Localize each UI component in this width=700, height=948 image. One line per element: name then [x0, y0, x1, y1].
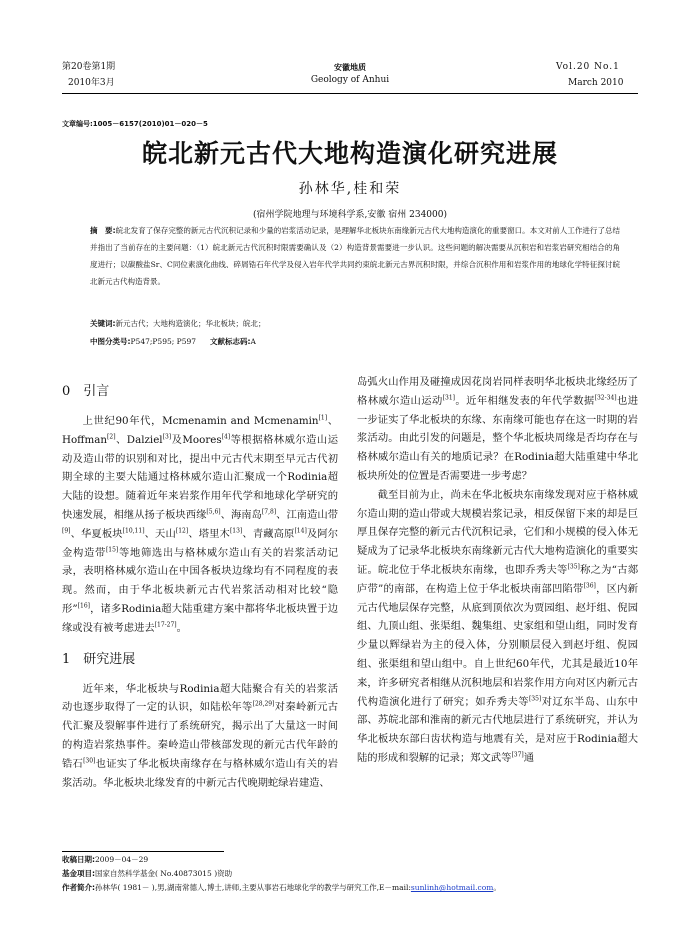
article-number: 文章编号:1005－6157(2010)01－020－5	[62, 120, 208, 128]
progress-paragraph-2: 截至目前为止，尚未在华北板块东南缘发现对应于格林威尔造山期的造山带或大规模岩浆记录，相反保留下来的却是巨厚且保存完整的新元古代沉积记录，它们和小规模的侵入体无疑成为了记录华北板块东南缘新元古代大地构造演化的重要实证。皖北位于华北板块东南缘，也即乔秀夫等[35]称之为“古郯庐带”的南部，在构造上位于华北板块南部凹陷带[36]，区内新元古代地层保存完整，从底到顶依次为贾园组、赵圩组、倪园组、九顶山组、张渠组、魏集组、史家组和望山组，同时发育少量以辉绿岩为主的侵入体，分别顺层侵入到赵圩组、倪园组、张渠组和望山组中。自上世纪60年代，尤其是最近10年来，许多研究者相继从沉积地层和岩浆作用方向对区内新元古代构造演化进行了研究；如乔秀夫等[35]对辽东半岛、山东中部、苏皖北部和淮南的新元古代地层进行了系统研究，并认为华北板块东部臼齿状构造与地震有关，是对应于Rodinia超大陆的形成和裂解的记录；郑文武等[37]通	[357, 488, 639, 764]
header-month: March 2010	[568, 78, 624, 88]
doc-code-value: A	[250, 337, 256, 346]
header-issue: 第20卷第1期	[62, 62, 116, 72]
citation-ref: [13]	[229, 527, 243, 535]
section-0-heading: 0 引言	[62, 384, 110, 399]
footnote-rule	[62, 851, 224, 852]
abstract-text: 皖北发育了保存完整的新元古代沉积记录和少量的岩浆活动记录，是理解华北板块东南缘新元古代大地构造演化的重要窗口。本文对前人工作进行了总结并指出了当前存在的主要问题：（1）皖北新元古代沉积时限需要确认及（2）构造背景需要进一步认识。这些问题的解决需要从沉积岩和岩浆岩研究相结合的角度进行；以碳酸盐Sr、C同位素演化曲线、碎屑锆石年代学及侵入岩年代学共同约束皖北新元古界沉积时限，并综合沉积作用和岩浆作用的地球化学特征探讨皖北新元古代构造背景。	[90, 226, 621, 286]
intro-paragraph: 上世纪90年代，Mcmenamin and Mcmenamin[1]、Hoffman[2]、Dalziel[3]及Moores[4]等根据格林威尔造山运动及造山带的识别和对比，提出中元古代末期至早元古代初期全球的主要大陆通过格林威尔造山汇聚成一个Rodinia超大陆的设想。随着近年来岩浆作用年代学和地球化学研究的快速发展，相继从扬子板块西缘[5,6]、海南岛[7,8]、江南造山带[9]、华夏板块[10,11]、天山[12]、塔里木[13]、青藏高原[14]及阿尔金构造带[15]等地筛选出与格林威尔造山有关的岩浆活动记录，表明格林威尔造山在中国各板块边缘均有不同程度的表现。然而，由于华北板块新元古代岩浆活动相对比较“隐形”[16]，诸多Rodinia超大陆重建方案中都将华北板块置于边缘或没有被考虑进去[17-27]。	[62, 414, 339, 634]
footnote-received	[62, 853, 642, 867]
clc-value: P547;P595; P597	[130, 337, 197, 346]
abstract-label: 摘 要:	[90, 226, 116, 235]
author-bio: 孙林华( 1981－ ),男,湖南常德人,博士,讲师,主要从事岩石地球化学的教学与研究工作,E－mail:	[95, 883, 411, 892]
citation-ref: [31]	[442, 394, 455, 402]
affiliation: (宿州学院地理与环境科学系,安徽 宿州 234000)	[253, 210, 447, 220]
footnote-author	[62, 881, 642, 895]
citation-ref: [7,8]	[261, 508, 277, 516]
classification	[90, 336, 256, 347]
header-rule	[62, 93, 638, 94]
citation-ref: [35]	[528, 695, 542, 703]
citation-ref: [28,29]	[252, 700, 275, 708]
citation-ref: [2]	[107, 433, 116, 441]
footnote-end: 。	[493, 883, 501, 892]
progress-paragraph-1: 近年来，华北板块与Rodinia超大陆聚合有关的岩浆活动也逐步取得了一定的认识，如陆松年等[28,29]对秦岭新元古代汇聚及裂解事件进行了系统研究，揭示出了大量这一时间的构造岩浆热事件。秦岭造山带核部发现的新元古代年龄的锆石[30]也证实了华北板块南缘存在与格林威尔造山有关的岩浆活动。华北板块北缘发育的中新元古代晚期蛇绿岩建造、	[62, 682, 339, 789]
doc-code-label: 文献标志码:	[210, 337, 251, 346]
received-date: 2009－04－29	[95, 855, 149, 864]
clc-label: 中图分类号:	[90, 337, 131, 346]
header-journal-cn: 安徽地质	[334, 62, 366, 72]
citation-ref: [1]	[318, 414, 328, 422]
header-journal-en: Geology of Anhui	[310, 75, 390, 85]
keywords-text: 新元古代；大地构造演化；华北板块；皖北；	[115, 319, 266, 328]
author-list: 孙林华,桂和荣	[298, 181, 402, 197]
citation-ref: [10,11]	[122, 527, 145, 535]
citation-ref: [35]	[567, 563, 580, 571]
citation-ref: [12]	[175, 527, 189, 535]
author-email-link[interactable]: sunlinh@hotmail.com	[410, 883, 494, 892]
keywords	[90, 318, 266, 329]
citation-ref: [36]	[583, 582, 596, 590]
fund-text: 国家自然科学基金( No.40873015 )资助	[95, 869, 233, 878]
footnote-fund	[62, 867, 642, 881]
header-date: 2010年3月	[68, 78, 115, 88]
citation-ref: [5,6]	[206, 508, 221, 516]
citation-ref: [14]	[294, 527, 307, 535]
header-volume: Vol.20 No.1	[556, 62, 620, 72]
citation-ref: [17-27]	[154, 621, 177, 629]
citation-ref: [30]	[83, 757, 96, 765]
paper-title: 皖北新元古代大地构造演化研究进展	[141, 139, 558, 168]
citation-ref: [16]	[77, 602, 90, 610]
body-left-column	[62, 382, 338, 792]
body-right-column	[357, 373, 638, 768]
progress-paragraph-1-cont: 岛弧火山作用及碰撞成因花岗岩同样表明华北板块北缘经历了格林威尔造山运动[31]。近年相继发表的年代学数据[32-34]也进一步证实了华北板块的东缘、东南缘可能也存在这一时期的岩浆活动。由此引发的问题是，整个华北板块周缘是否均存在与格林威尔造山有关的地质记录？在Rodinia超大陆重建中华北板块所处的位置是否需要进一步考虑？	[357, 376, 639, 482]
citation-ref: [3]	[162, 433, 172, 441]
fund-label: 基金项目:	[62, 869, 95, 878]
abstract	[90, 222, 620, 290]
keywords-label: 关键词:	[90, 319, 116, 328]
citation-ref: [15]	[105, 546, 119, 554]
citation-ref: [9]	[62, 527, 71, 535]
author-bio-label: 作者简介:	[62, 883, 95, 892]
section-1-heading: 1 研究进展	[62, 651, 136, 667]
citation-ref: [32-34]	[594, 394, 617, 402]
received-label: 收稿日期:	[62, 855, 95, 864]
citation-ref: [37]	[511, 751, 524, 759]
citation-ref: [4]	[221, 433, 231, 441]
